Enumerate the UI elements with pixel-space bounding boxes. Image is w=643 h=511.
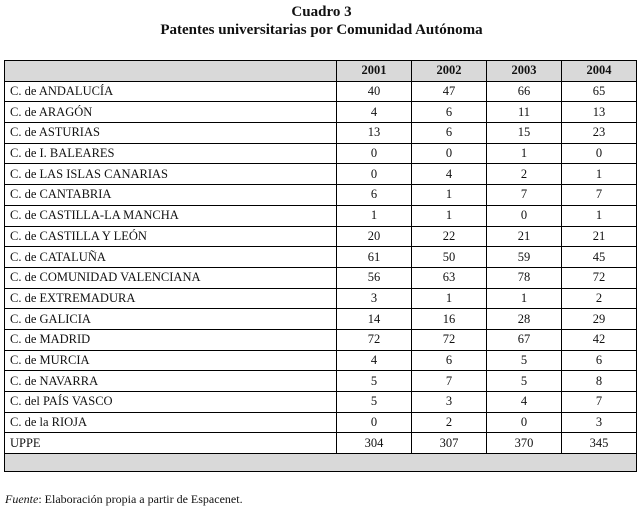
region-name-cell: C. de MURCIA <box>5 350 337 371</box>
table-body <box>5 81 637 453</box>
value-cell: 28 <box>487 309 562 330</box>
value-cell: 307 <box>412 433 487 454</box>
value-cell: 63 <box>412 267 487 288</box>
region-name-cell: C. de NAVARRA <box>5 371 337 392</box>
value-cell: 1 <box>562 205 637 226</box>
value-cell: 1 <box>412 185 487 206</box>
table-row <box>5 329 637 350</box>
header-row <box>5 61 637 82</box>
value-cell: 42 <box>562 329 637 350</box>
region-name-cell: UPPE <box>5 433 337 454</box>
value-cell: 13 <box>562 102 637 123</box>
table-row <box>5 205 637 226</box>
value-cell: 56 <box>337 267 412 288</box>
region-name-cell: C. de CASTILLA-LA MANCHA <box>5 205 337 226</box>
year-header: 2002 <box>412 61 487 82</box>
footer-bar <box>5 454 637 472</box>
year-header: 2004 <box>562 61 637 82</box>
value-cell: 14 <box>337 309 412 330</box>
value-cell: 0 <box>487 205 562 226</box>
footer-bar-cell <box>5 454 637 472</box>
table-row <box>5 102 637 123</box>
value-cell: 1 <box>487 288 562 309</box>
value-cell: 3 <box>412 392 487 413</box>
value-cell: 72 <box>562 267 637 288</box>
value-cell: 4 <box>337 350 412 371</box>
value-cell: 50 <box>412 247 487 268</box>
value-cell: 4 <box>487 392 562 413</box>
value-cell: 1 <box>412 205 487 226</box>
region-name-cell: C. de MADRID <box>5 329 337 350</box>
region-name-cell: C. de LAS ISLAS CANARIAS <box>5 164 337 185</box>
value-cell: 3 <box>337 288 412 309</box>
value-cell: 11 <box>487 102 562 123</box>
value-cell: 23 <box>562 123 637 144</box>
value-cell: 2 <box>412 412 487 433</box>
value-cell: 6 <box>412 123 487 144</box>
value-cell: 2 <box>487 164 562 185</box>
table-row <box>5 143 637 164</box>
value-cell: 61 <box>337 247 412 268</box>
region-name-cell: C. de GALICIA <box>5 309 337 330</box>
region-name-cell: C. de la RIOJA <box>5 412 337 433</box>
region-name-cell: C. de CANTABRIA <box>5 185 337 206</box>
value-cell: 345 <box>562 433 637 454</box>
value-cell: 5 <box>487 371 562 392</box>
value-cell: 7 <box>487 185 562 206</box>
year-header: 2001 <box>337 61 412 82</box>
patents-table <box>4 60 637 472</box>
table-row <box>5 350 637 371</box>
value-cell: 1 <box>562 164 637 185</box>
region-name-cell: C. de CATALUÑA <box>5 247 337 268</box>
value-cell: 59 <box>487 247 562 268</box>
value-cell: 0 <box>337 143 412 164</box>
value-cell: 7 <box>562 185 637 206</box>
value-cell: 4 <box>412 164 487 185</box>
value-cell: 0 <box>487 412 562 433</box>
source-note <box>5 492 243 507</box>
value-cell: 16 <box>412 309 487 330</box>
value-cell: 65 <box>562 81 637 102</box>
value-cell: 66 <box>487 81 562 102</box>
value-cell: 8 <box>562 371 637 392</box>
value-cell: 370 <box>487 433 562 454</box>
value-cell: 4 <box>337 102 412 123</box>
region-name-cell: C. de ANDALUCÍA <box>5 81 337 102</box>
value-cell: 72 <box>412 329 487 350</box>
table-row <box>5 123 637 144</box>
value-cell: 78 <box>487 267 562 288</box>
value-cell: 6 <box>412 350 487 371</box>
region-name-cell: C. del PAÍS VASCO <box>5 392 337 413</box>
value-cell: 7 <box>562 392 637 413</box>
value-cell: 13 <box>337 123 412 144</box>
header-blank-cell <box>5 61 337 82</box>
value-cell: 0 <box>562 143 637 164</box>
value-cell: 21 <box>562 226 637 247</box>
value-cell: 2 <box>562 288 637 309</box>
table-row <box>5 81 637 102</box>
year-header: 2003 <box>487 61 562 82</box>
table-row <box>5 164 637 185</box>
value-cell: 29 <box>562 309 637 330</box>
table-row <box>5 288 637 309</box>
value-cell: 5 <box>337 392 412 413</box>
value-cell: 72 <box>337 329 412 350</box>
value-cell: 6 <box>562 350 637 371</box>
table-title: Cuadro 3 <box>291 4 352 20</box>
source-label: Fuente <box>5 492 39 506</box>
value-cell: 3 <box>562 412 637 433</box>
region-name-cell: C. de ARAGÓN <box>5 102 337 123</box>
value-cell: 20 <box>337 226 412 247</box>
value-cell: 6 <box>412 102 487 123</box>
source-text: : Elaboración propia a partir de Espacenet. <box>38 492 243 506</box>
value-cell: 21 <box>487 226 562 247</box>
region-name-cell: C. de EXTREMADURA <box>5 288 337 309</box>
value-cell: 22 <box>412 226 487 247</box>
value-cell: 1 <box>337 205 412 226</box>
value-cell: 45 <box>562 247 637 268</box>
value-cell: 0 <box>412 143 487 164</box>
value-cell: 7 <box>412 371 487 392</box>
region-name-cell: C. de CASTILLA Y LEÓN <box>5 226 337 247</box>
table-row <box>5 392 637 413</box>
value-cell: 1 <box>412 288 487 309</box>
table-row <box>5 226 637 247</box>
table-row <box>5 371 637 392</box>
value-cell: 0 <box>337 164 412 185</box>
value-cell: 40 <box>337 81 412 102</box>
table-subtitle: Patentes universitarias por Comunidad Autónoma <box>160 22 483 38</box>
value-cell: 0 <box>337 412 412 433</box>
table-row <box>5 433 637 454</box>
value-cell: 6 <box>337 185 412 206</box>
region-name-cell: C. de I. BALEARES <box>5 143 337 164</box>
table-row <box>5 185 637 206</box>
value-cell: 304 <box>337 433 412 454</box>
value-cell: 15 <box>487 123 562 144</box>
value-cell: 5 <box>487 350 562 371</box>
region-name-cell: C. de COMUNIDAD VALENCIANA <box>5 267 337 288</box>
region-name-cell: C. de ASTURIAS <box>5 123 337 144</box>
table-row <box>5 412 637 433</box>
value-cell: 67 <box>487 329 562 350</box>
table-row <box>5 309 637 330</box>
table-row <box>5 247 637 268</box>
value-cell: 47 <box>412 81 487 102</box>
table-row <box>5 267 637 288</box>
value-cell: 1 <box>487 143 562 164</box>
value-cell: 5 <box>337 371 412 392</box>
